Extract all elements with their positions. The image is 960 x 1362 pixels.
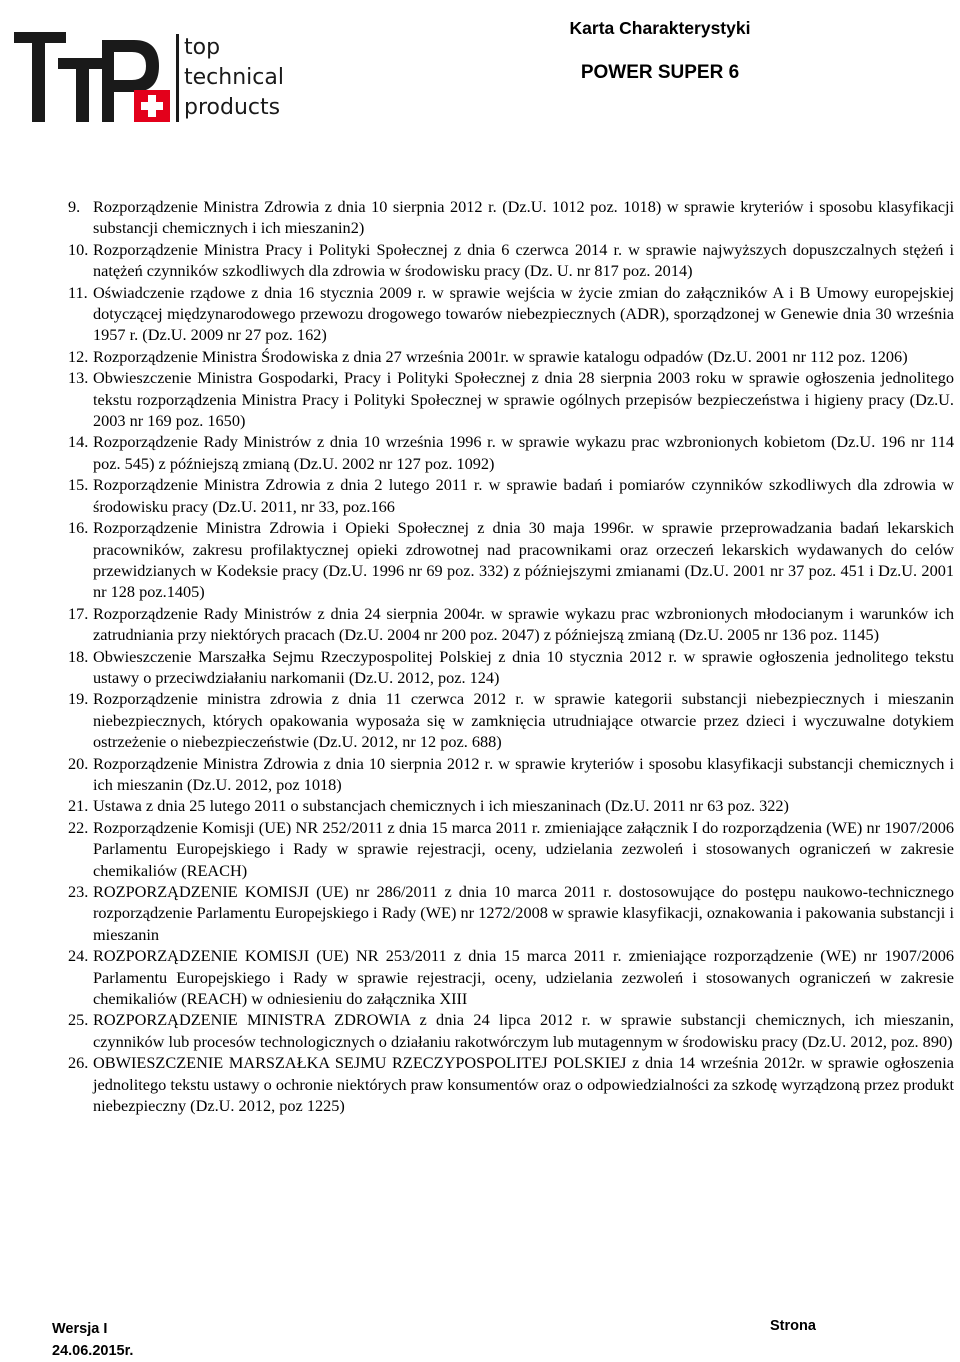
item-number: 17. xyxy=(68,603,89,623)
list-item xyxy=(68,1052,954,1116)
list-item xyxy=(68,1009,954,1052)
item-text: Obwieszczenie Ministra Gospodarki, Pracy i Polityki Społecznej z dnia 28 sierpnia 2003 roku w sprawie ogłoszenia jednolitego tekstu rozporządzenia Ministra Pracy i Polityki Społecznej w sprawie ogólnych przepisów bezpieczeństwa i higieny pracy (Dz.U. 2003 nr 169 poz. 1650) xyxy=(93,368,954,431)
logo-text-line3: products xyxy=(184,95,281,120)
list-item xyxy=(68,945,954,1009)
item-number: 12. xyxy=(68,346,89,366)
item-number: 10. xyxy=(68,239,89,259)
item-number: 19. xyxy=(68,689,89,709)
item-text: Rozporządzenie Rady Ministrów z dnia 24 sierpnia 2004r. w sprawie wykazu prac wzbronionych młodocianym i warunków ich zatrudniania przy niektórych pracach (Dz.U. 2004 nr 200 poz. 2047) z późniejszą zmianą (Dz.U. 2005 nr 136 poz. 1145) xyxy=(93,603,954,645)
item-number: 22. xyxy=(68,817,89,837)
list-item xyxy=(68,431,954,474)
list-item xyxy=(68,239,954,282)
item-text: Oświadczenie rządowe z dnia 16 stycznia 2009 r. w sprawie wejścia w życie zmian do załączników A i B Umowy europejskiej dotyczącej międzynarodowego przewozu drogowego towarów niebezpiecznych (ADR), sporządzonej w Genewie dnia 30 września 1957 r. (Dz.U. 2009 nr 27 poz. 162) xyxy=(93,282,954,345)
item-number: 23. xyxy=(68,882,89,901)
logo-text-line2: technical xyxy=(184,65,284,90)
list-item xyxy=(68,688,954,752)
item-text: ROZPORZĄDZENIE KOMISJI (UE) nr 286/2011 z dnia 10 marca 2011 r. dostosowujące do postępu naukowo-technicznego rozporządzenie Parlamentu Europejskiego i Rady (WE) nr 1272/2008 w sprawie klasyfikacji, oznakowania i pakowania substancji i mieszanin xyxy=(93,882,954,944)
item-text: Rozporządzenie Ministra Środowiska z dnia 27 września 2001r. w sprawie katalogu odpadów (Dz.U. 2001 nr 112 poz. 1206) xyxy=(93,346,908,366)
version-label: Wersja I xyxy=(52,1321,108,1337)
company-logo xyxy=(14,14,284,124)
item-number: 24. xyxy=(68,946,89,966)
list-item xyxy=(68,196,954,239)
list-item xyxy=(68,603,954,646)
item-text: Rozporządzenie Ministra Zdrowia z dnia 10 sierpnia 2012 r. (Dz.U. 1012 poz. 1018) w sprawie kryteriów i sposobu klasyfikacji substancji chemicznych i ich mieszanin2) xyxy=(93,197,954,238)
list-item xyxy=(68,367,954,431)
item-text: Rozporządzenie Komisji (UE) NR 252/2011 z dnia 15 marca 2011 r. zmieniające załącznik I do rozporządzenia (WE) nr 1907/2006 Parlamentu Europejskiego i Rady w sprawie rejestracji, oceny, udzielania zezwoleń i stosowanych ograniczeń w zakresie chemikaliów (REACH) xyxy=(93,817,954,880)
item-number: 9. xyxy=(68,197,81,216)
list-item xyxy=(68,646,954,689)
list-item xyxy=(68,346,954,367)
regulations-list xyxy=(68,196,954,1116)
item-text: Rozporządzenie Ministra Zdrowia i Opieki Społecznej z dnia 30 maja 1996r. w sprawie przeprowadzania badań lekarskich pracowników, zakresu profilaktycznej opieki zdrowotnej nad pracownikami oraz orzeczeń lekarskich wydawanych do celów przewidzianych w Kodeksie pracy (Dz.U. 1996 nr 69 poz. 332) z późniejszymi zmianami (Dz.U. 2001 nr 37 poz. 451 i Dz.U. 2001 nr 128 poz.1405) xyxy=(93,518,954,602)
item-text: ROZPORZĄDZENIE MINISTRA ZDROWIA z dnia 24 lipca 2012 r. w sprawie substancji chemicznych, ich mieszanin, czynników lub procesów technologicznych o działaniu rakotwórczym lub mutagennym w środowisku pracy (Dz.U. 2012, poz. 890) xyxy=(93,1010,954,1051)
list-item xyxy=(68,795,954,816)
item-text: Rozporządzenie Ministra Pracy i Polityki Społecznej z dnia 6 czerwca 2014 r. w sprawie najwyższych dopuszczalnych stężeń i natężeń czynników szkodliwych dla zdrowia w środowisku pracy (Dz. U. nr 817 poz. 2014) xyxy=(93,239,954,281)
item-text: OBWIESZCZENIE MARSZAŁKA SEJMU RZECZYPOSPOLITEJ POLSKIEJ z dnia 14 września 2012r. w sprawie ogłoszenia jednolitego tekstu ustawy o ochronie niektórych praw konsumentów oraz o odpowiedzialności za szkodę wyrządzoną przez produkt niebezpieczny (Dz.U. 2012, poz 1225) xyxy=(93,1053,954,1116)
list-item xyxy=(68,753,954,796)
item-text: Rozporządzenie Ministra Zdrowia z dnia 10 sierpnia 2012 r. w sprawie kryteriów i sposobu klasyfikacji substancji chemicznych i ich mieszanin (Dz.U. 2012, poz 1018) xyxy=(93,753,954,794)
item-number: 16. xyxy=(68,518,89,538)
item-number: 25. xyxy=(68,1010,89,1030)
ttp-logo-graphic xyxy=(14,14,284,124)
list-item xyxy=(68,517,954,603)
item-text: ROZPORZĄDZENIE KOMISJI (UE) NR 253/2011 z dnia 15 marca 2011 r. zmieniające rozporządzenie (WE) nr 1907/2006 Parlamentu Europejskiego i Rady w sprawie rejestracji, oceny, udzielania zezwoleń i stosowanych ograniczeń w zakresie chemikaliów (REACH) w odniesieniu do załącznika XIII xyxy=(93,946,954,1009)
list-item xyxy=(68,282,954,346)
item-number: 14. xyxy=(68,432,89,452)
item-number: 18. xyxy=(68,646,89,666)
item-number: 11. xyxy=(68,282,88,302)
item-text: Obwieszczenie Marszałka Sejmu Rzeczypospolitej Polskiej z dnia 10 stycznia 2012 r. w sprawie ogłoszenia jednolitego tekstu ustawy o przeciwdziałaniu narkomanii (Dz.U. 2012, poz. 124) xyxy=(93,646,954,687)
list-item xyxy=(68,817,954,881)
item-number: 20. xyxy=(68,753,89,773)
item-number: 13. xyxy=(68,368,89,388)
product-name: POWER SUPER 6 xyxy=(580,62,740,83)
logo-text-line1: top xyxy=(184,35,221,60)
item-text: Ustawa z dnia 25 lutego 2011 o substancjach chemicznych i ich mieszaninach (Dz.U. 2011 nr 63 poz. 322) xyxy=(93,796,789,816)
page-label: Strona xyxy=(770,1318,816,1334)
list-item xyxy=(68,474,954,517)
item-text: Rozporządzenie Rady Ministrów z dnia 10 września 1996 r. w sprawie wykazu prac wzbronionych kobietom (Dz.U. 196 nr 114 poz. 545) z późniejszą zmianą (Dz.U. 2002 nr 127 poz. 1092) xyxy=(93,432,954,473)
item-text: Rozporządzenie Ministra Zdrowia z dnia 2 lutego 2011 r. w sprawie badań i pomiarów czynników szkodliwych dla zdrowia w środowisku pracy (Dz.U. 2011, nr 33, poz.166 xyxy=(93,475,954,516)
item-text: Rozporządzenie ministra zdrowia z dnia 11 czerwca 2012 r. w sprawie kategorii substancji niebezpiecznych i mieszanin niebezpiecznych, których opakowania wyposaża się w zamknięcia utrudniające otwarcie przez dzieci i wyczuwalne dotykiem ostrzeżenie o niebezpieczeństwie (Dz.U. 2012, nr 12 poz. 688) xyxy=(93,689,954,752)
item-number: 26. xyxy=(68,1053,89,1073)
item-number: 15. xyxy=(68,475,89,495)
version-date: 24.06.2015r. xyxy=(52,1343,134,1359)
list-item xyxy=(68,881,954,945)
item-number: 21. xyxy=(68,796,89,816)
document-title: Karta Charakterystyki xyxy=(569,18,751,38)
footer-version-block xyxy=(52,1318,133,1362)
